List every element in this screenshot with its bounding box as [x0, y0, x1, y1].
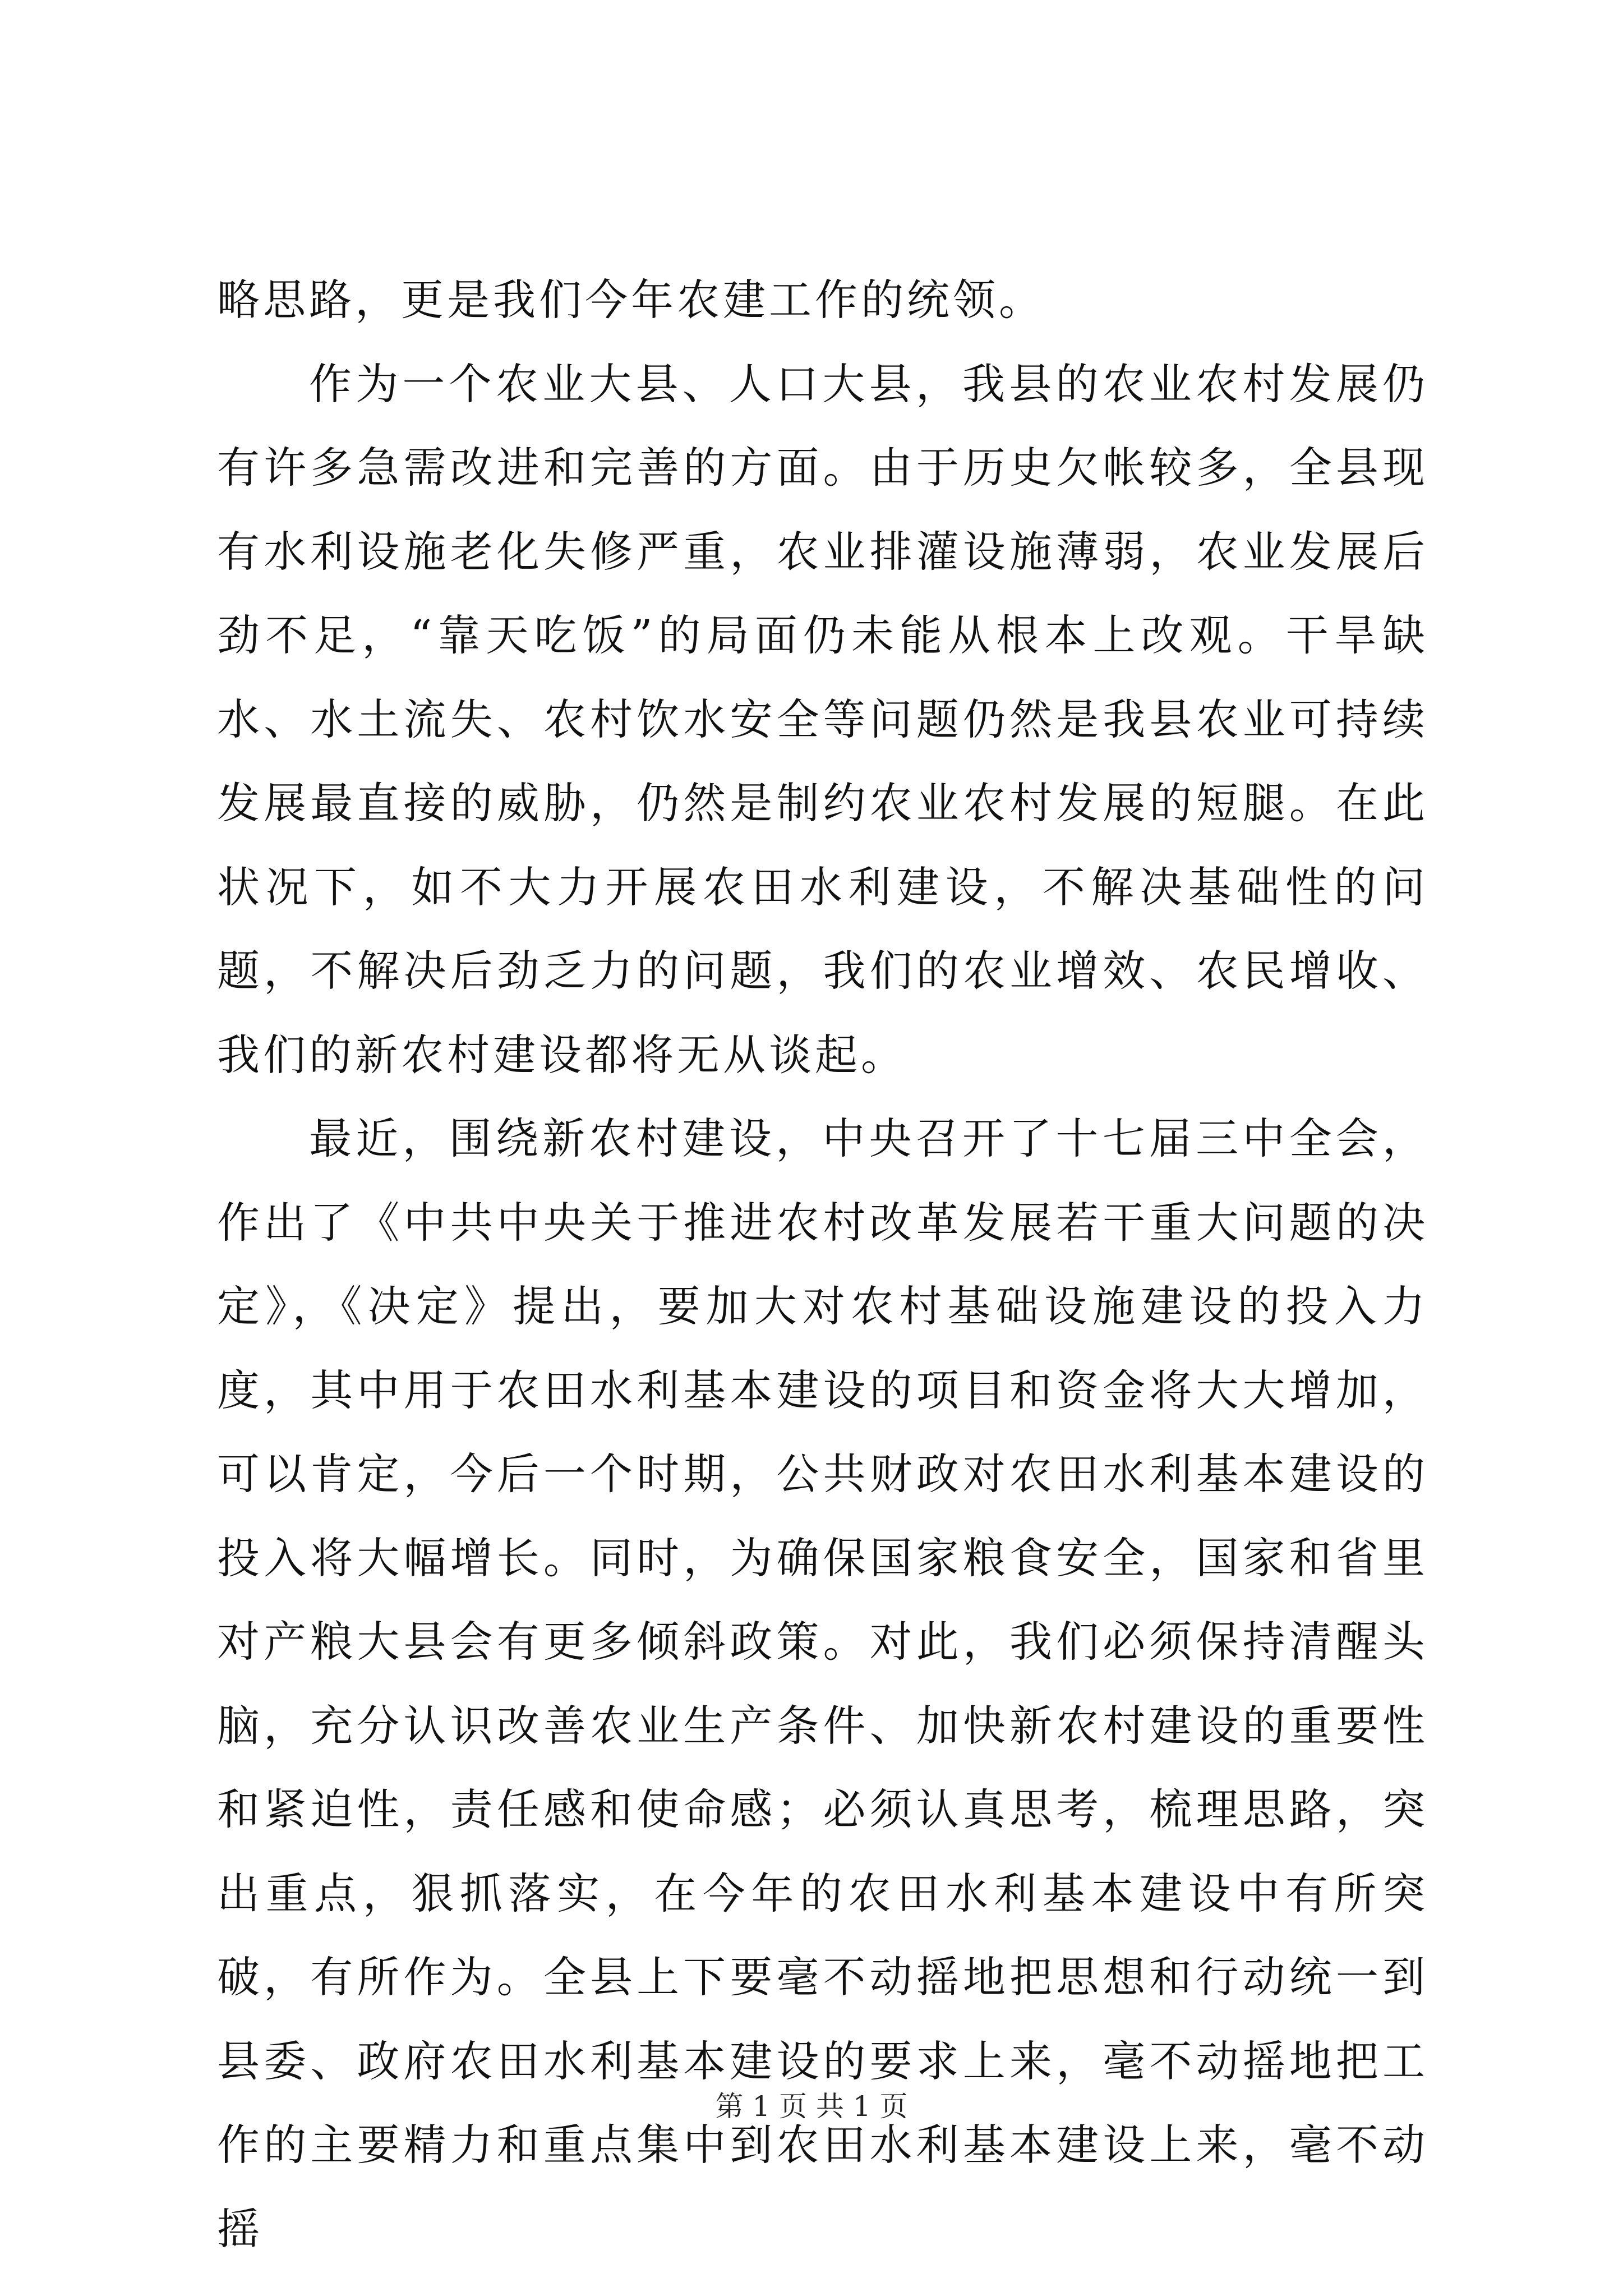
paragraph-1: 略思路，更是我们今年农建工作的统领。	[217, 275, 1045, 325]
document-body	[217, 258, 1428, 2271]
page-footer: 第 1 页 共 1 页	[715, 2090, 908, 2123]
paragraph-2: 作为一个农业大县、人口大县，我县的农业农村发展仍有许多急需改进和完善的方面。由于历史欠帐较多，全县现有水利设施老化失修严重，农业排灌设施薄弱，农业发展后劲不足，“靠天吃饭”的局面仍未能从根本上改观。干旱缺水、水土流失、农村饮水安全等问题仍然是我县农业可持续发展最直接的威胁，仍然是制约农业农村发展的短腿。在此状况下，如不大力开展农田水利建设，不解决基础性的问题，不解决后劲乏力的问题，我们的农业增效、农民增收、我们的新农村建设都将无从谈起。	[217, 358, 1428, 1080]
paragraph-3: 最近，围绕新农村建设，中央召开了十七届三中全会，作出了《中共中央关于推进农村改革发展若干重大问题的决定》，《决定》提出，要加大对农村基础设施建设的投入力度，其中用于农田水利基本建设的项目和资金将大大增加，可以肯定，今后一个时期，公共财政对农田水利基本建设的投入将大幅增长。同时，为确保国家粮食安全，国家和省里对产粮大县会有更多倾斜政策。对此，我们必须保持清醒头脑，充分认识改善农业生产条件、加快新农村建设的重要性和紧迫性，责任感和使命感；必须认真思考，梳理思路，突出重点，狠抓落实，在今年的农田水利基本建设中有所突破，有所作为。全县上下要毫不动摇地把思想和行动统一到县委、政府农田水利基本建设的要求上来，毫不动摇地把工作的主要精力和重点集中到农田水利基本建设上来，毫不动摇	[217, 1114, 1428, 2254]
